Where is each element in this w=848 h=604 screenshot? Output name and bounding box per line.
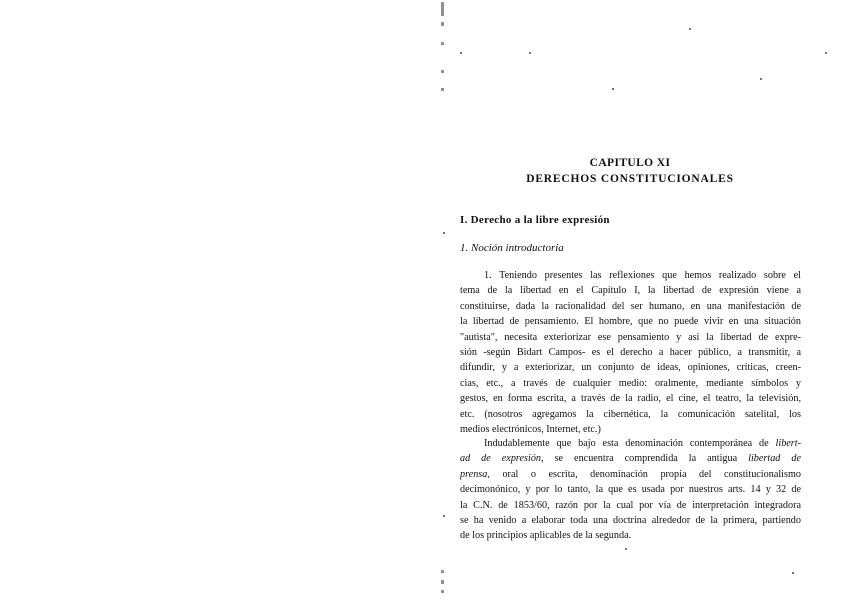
scan-speck xyxy=(529,52,531,54)
paragraph-1 xyxy=(460,268,801,437)
text-line: la C.N. de 1853/60, razón por la cual por vía de interpretación integradora xyxy=(460,499,801,511)
scan-speck xyxy=(792,572,794,574)
binding-edge-mark xyxy=(441,70,444,73)
text-line: gestos, en forma escrita, a través de la radio, el cine, el teatro, la televisión, xyxy=(460,393,801,405)
scan-speck xyxy=(625,548,627,550)
text-line: tema de la libertad en el Capítulo I, la libertad de expresión viene a xyxy=(460,285,801,297)
scan-speck xyxy=(460,52,462,54)
text-line: constituirse, dada la racionalidad del ser humano, en una manifestación de xyxy=(460,300,801,312)
text-run: , se encuentra comprendida la antigua xyxy=(541,453,749,465)
scan-speck xyxy=(443,515,445,517)
italic-run: ad de expresión xyxy=(460,453,542,465)
text-line: sión -según Bidart Campos- es el derecho a hacer público, a transmitir, a xyxy=(460,347,801,359)
binding-edge-mark xyxy=(441,590,444,593)
text-line: de los principios aplicables de la segunda. xyxy=(460,530,632,542)
text-line: difundir, y a exteriorizar, un conjunto de ideas, opiniones, críticas, creen- xyxy=(460,362,801,374)
chapter-number: CAPITULO XI xyxy=(589,157,671,169)
text-line: 1. Teniendo presentes las reflexiones que hemos realizado sobre el xyxy=(484,270,801,281)
paragraph-2 xyxy=(460,436,801,544)
text-run: Indudablemente que bajo esta denominación contemporánea de xyxy=(484,438,776,449)
binding-edge-mark xyxy=(441,2,444,16)
text-line: etc. (nosotros agregamos la cibernética, la comunicación satelital, los xyxy=(460,408,801,420)
text-line: decimonónico, y por lo tanto, la que es usada por nuestros arts. 14 y 32 de xyxy=(460,484,801,496)
italic-run: libertad de xyxy=(748,453,801,465)
binding-edge-mark xyxy=(441,88,444,91)
binding-edge-mark xyxy=(441,22,444,26)
subsection-heading: 1. Noción introductoria xyxy=(460,242,564,254)
scan-speck xyxy=(825,52,827,54)
binding-edge-mark xyxy=(441,570,444,573)
chapter-title: DERECHOS CONSTITUCIONALES xyxy=(526,173,734,185)
binding-edge-mark xyxy=(441,580,444,584)
text-line: medios electrónicos, Internet, etc.) xyxy=(460,424,601,436)
section-heading: I. Derecho a la libre expresión xyxy=(460,214,610,226)
text-line: cias, etc., a través de cualquier medio: oralmente, mediante símbolos y xyxy=(460,377,801,389)
binding-edge-mark xyxy=(441,42,444,45)
scan-speck xyxy=(443,232,445,234)
text-line xyxy=(460,436,801,451)
text-line: la libertad de pensamiento. El hombre, que no puede vivir en una situación xyxy=(460,316,801,328)
scan-speck xyxy=(612,88,614,90)
text-line xyxy=(460,451,801,466)
text-line: se ha venido a elaborar toda una doctrina alrededor de la primera, partiendo xyxy=(460,515,801,527)
text-line: "autista", necesita exteriorizar ese pensamiento y así la libertad de expre- xyxy=(460,331,801,343)
scan-speck xyxy=(689,28,691,30)
text-line xyxy=(460,467,801,482)
italic-run: prensa xyxy=(460,468,488,480)
text-run: , oral o escrita, denominación propia del constitucionalismo xyxy=(487,468,801,480)
scan-speck xyxy=(760,78,762,80)
italic-run: libert- xyxy=(775,438,801,449)
